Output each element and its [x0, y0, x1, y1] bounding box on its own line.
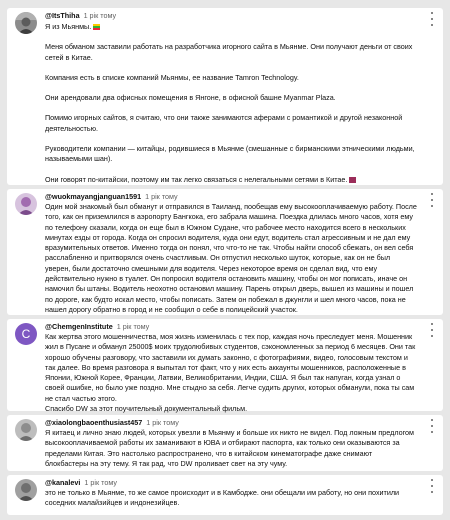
comment-time[interactable]: 1 рік тому	[145, 192, 178, 201]
comment-text: Руководители компании — китайцы, родившиеся в Мьянме (смешанные с бирманскими этническими людьми, называемыми шан).	[45, 144, 415, 164]
avatar[interactable]	[15, 323, 37, 345]
comment-time[interactable]: 1 рік тому	[116, 322, 150, 331]
avatar[interactable]	[15, 479, 37, 501]
comment-text: Помимо игорных сайтов, я считаю, что они также занимаются аферами с романтикой и другой незаконной деятельностью.	[45, 113, 403, 133]
more-actions-icon[interactable]	[427, 323, 437, 337]
comment-author[interactable]: @ChemgenInstitute	[45, 322, 113, 331]
avatar-image	[15, 479, 37, 501]
comment-time[interactable]: 1 рік тому	[83, 11, 117, 20]
avatar[interactable]	[15, 193, 37, 215]
comment-text: Компания есть в списке компаний Мьянмы, ее название Tamron Technology.	[45, 72, 299, 82]
more-actions-icon[interactable]	[427, 479, 437, 493]
comment-text: Меня обманом заставили работать на разработчика игорного сайта в Мьянме. Они получают деньги от своих сетей в Китае.	[45, 42, 413, 62]
more-actions-icon[interactable]	[427, 419, 437, 433]
avatar-image	[15, 12, 37, 34]
comment-card	[7, 319, 443, 414]
comment-time[interactable]: 1 рік тому	[146, 418, 179, 427]
comment-author[interactable]: @kanalevi	[45, 478, 81, 487]
comment-time[interactable]: 1 рік тому	[84, 478, 117, 487]
comment-author[interactable]: @xiaolongbaoenthusiast457	[45, 418, 143, 427]
comment-text: Как жертва этого мошенничества, моя жизнь изменилась с тех пор, каждая ночь преследует меня. Мошенник жил в Пусане и обманул 25000$ моих трудолюбивых студентов, сэкономленных за период 6 месяцев. Они так хорошо обучены разговору, что заставили их думать законно, с фотографиями, видео, голосовым текстом и так далее. Во время разговора я выпытал тот факт, что у них есть аккаунты мошенников, расположенные в Японии, Южной Корее, Франции, Латвии, Великобритании, Индии, США. Я был так напуган, когда узнал о своей ошибке, но было уже поздно. Мне стыдно за себя. Легче судить других, которых обманули, пока ты сам не стал частью этого.	[45, 332, 416, 403]
comment-text: Они арендовали два офисных помещения в Янгоне, в офисной башне Myanmar Plaza.	[45, 93, 336, 103]
comment-card	[7, 189, 443, 315]
flag-emoji-icon	[93, 24, 100, 30]
comment-text: Один мой знакомый был обманут и отправился в Таиланд, пообещав ему высокооплачиваемую работу. После того, как он приземлился в аэропорту Бангкока, его забрала машина. Поездка длилась много часов, хотя ему по телефону сказали, когда он еще был в Южном Судане, что рабочее место находится всего в нескольких минутах езды от города. Когда он спросил водителя, куда они едут, водитель стал агрессивным и не дал ему вразумительных ответов. Именно тогда он понял, что что-то не так. Чтобы найти способ сбежать, он вел себя расслабленно и притворялся очень счастливым. Он отпустил несколько шуток, которые, как он не был уверен, были достаточно смешными для водителя. Через некоторое время он сделал вид, что ему действительно нужно в туалет. Он попросил водителя остановить машину, чтобы он мог пописать, иначе он намочил бы штаны. Водитель неохотно остановил машину. Парень открыл дверь, вышел из машины и пошел по дороге, как будто искал место, чтобы пописать. Затем он побежал в джунгли и шел много часов, пока не нашел дорогу обратно в город и не сообщил о себе в полицейский участок.	[45, 202, 417, 314]
comment-body	[45, 478, 417, 509]
avatar[interactable]	[15, 12, 37, 34]
comment-body	[45, 322, 417, 414]
comment-author[interactable]: @ItsThiha	[45, 11, 80, 20]
more-actions-icon[interactable]	[427, 12, 437, 26]
avatar[interactable]	[15, 419, 37, 441]
more-actions-icon[interactable]	[427, 193, 437, 207]
comment-card	[7, 8, 443, 185]
comment-body	[45, 418, 417, 469]
avatar-image	[15, 193, 37, 215]
comment-card	[7, 475, 443, 515]
avatar-image	[15, 419, 37, 441]
comment-body	[45, 11, 417, 185]
comment-card	[7, 415, 443, 471]
comment-text: Спасибо DW за этот поучительный документальный фильм.	[45, 404, 248, 414]
avatar-letter: C	[21, 327, 31, 341]
comment-text: Я китаец и лично знаю людей, которых увезли в Мьянму и больше их никто не видел. Под ложным предлогом высокооплачиваемой работы их заманивают в ЮВА и отбирают паспорта, как только они оказываются за пределами Китая. Это настолько распространено, что в китайском кинематографе даже снимают блокбастеры на эту тему. Я так рад, что DW проливает свет на эту чуму.	[45, 428, 414, 468]
flag-emoji-icon	[349, 177, 356, 183]
comment-body	[45, 192, 417, 315]
comment-text: Я из Мьянмы.	[45, 22, 417, 32]
comment-text: Они говорят по-китайски, поэтому им так легко связаться с нелегальными сетями в Китае.	[45, 175, 417, 185]
comment-text: это не только в Мьянме, то же самое происходит и в Камбодже. они обещали им работу, но они похитили соседних малайзийцев и индонезийцев.	[45, 488, 400, 508]
comment-author[interactable]: @wuokmayangjanguan1591	[45, 192, 142, 201]
